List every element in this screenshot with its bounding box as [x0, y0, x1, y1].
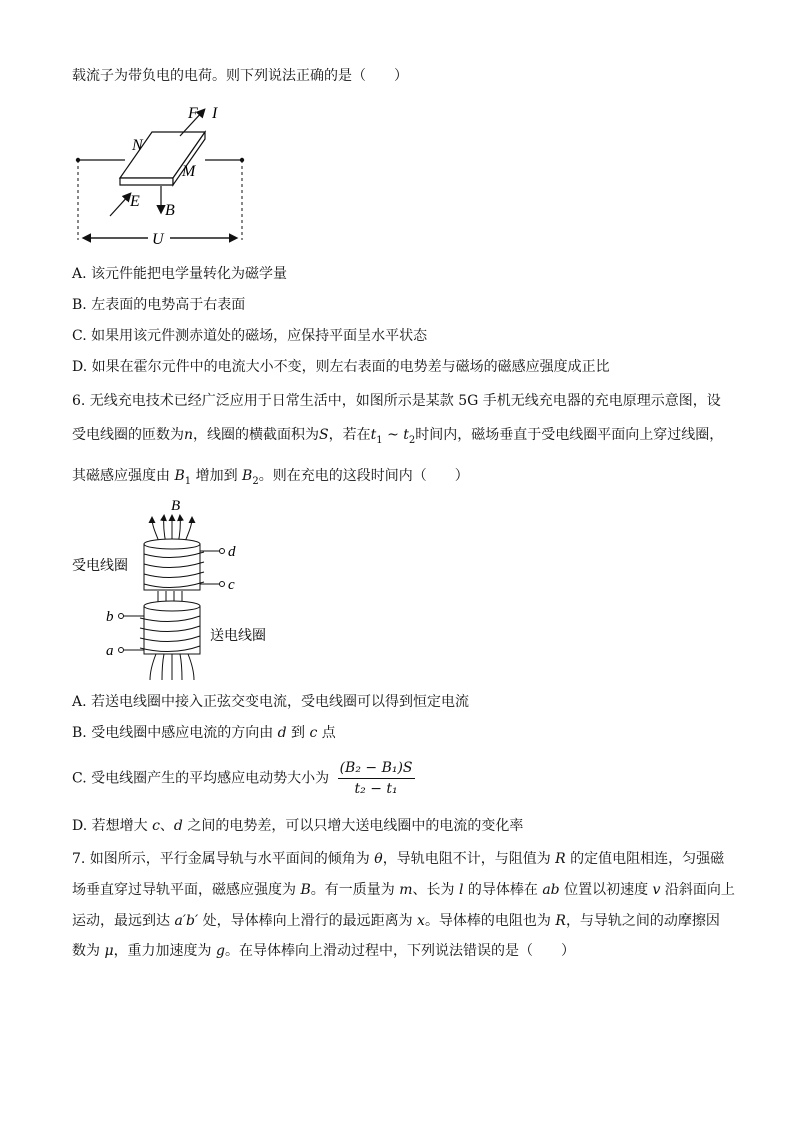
- q6-line2: 受电线圈的匝数为n，线圈的横截面积为S，若在$t_1$ ~ $t_2$时间内，磁场垂直于受电线圈平面向上穿过线圈，: [72, 427, 724, 446]
- label-E: E: [130, 193, 140, 210]
- label-B: B: [165, 202, 175, 219]
- label-d: d: [228, 544, 236, 560]
- label-U: U: [152, 231, 164, 248]
- terminal-a: [119, 648, 124, 653]
- q6-option-a: A. 若送电线圈中接入正弦交变电流，受电线圈可以得到恒定电流: [72, 694, 470, 710]
- label-M: M: [182, 163, 196, 180]
- terminal-b: [119, 614, 124, 619]
- q5-stem: 载流子为带负电的电荷。则下列说法正确的是（ ）: [72, 68, 408, 84]
- emf-fraction: $\frac{\text{(B₂ − B₁)S}}{\text{t₂ − t₁}}$: [339, 760, 413, 797]
- q5-option-c: C. 如果用该元件测赤道处的磁场，应保持平面呈水平状态: [72, 328, 428, 344]
- label-b: b: [106, 609, 114, 625]
- q5-option-b: B. 左表面的电势高于右表面: [72, 297, 246, 313]
- label-F: F: [188, 105, 198, 122]
- q7-line3: 运动，最远到达 a′b′ 处，导体棒向上滑行的最远距离为 x。导体棒的电阻也为 R，与导轨之间的动摩擦因: [72, 913, 720, 929]
- label-c: c: [228, 577, 235, 593]
- q7-line4: 数为 μ，重力加速度为 g。在导体棒向上滑动过程中，下列说法错误的是（ ）: [72, 943, 575, 959]
- q6-line1: 6. 无线充电技术已经广泛应用于日常生活中，如图所示是某款 5G 手机无线充电器的充电原理示意图，设: [72, 393, 721, 409]
- q5-option-d: D. 如果在霍尔元件中的电流大小不变，则左右表面的电势差与磁场的磁感应强度成正比: [72, 359, 610, 375]
- hall-slab-front: [120, 178, 173, 185]
- receive-coil-core: [144, 544, 200, 590]
- coil-figure: [68, 494, 298, 684]
- q6-option-d: D. 若想增大 c、d 之间的电势差，可以只增大送电线圈中的电流的变化率: [72, 818, 524, 834]
- q7-line1: 7. 如图所示，平行金属导轨与水平面间的倾角为 θ，导轨电阻不计，与阻值为 R 的定值电阻相连，匀强磁: [72, 851, 725, 867]
- label-receive-coil: 受电线圈: [72, 558, 128, 574]
- label-send-coil: 送电线圈: [210, 628, 266, 644]
- q5-option-a: A. 该元件能把电学量转化为磁学量: [72, 266, 288, 282]
- label-B-field: B: [171, 498, 181, 514]
- field-e-arrow: [110, 194, 130, 216]
- terminal-c: [220, 582, 225, 587]
- q6-line3: 其磁感应强度由 $B_1$ 增加到 $B_2$。则在充电的这段时间内（ ）: [72, 468, 469, 487]
- terminal-d: [220, 549, 225, 554]
- label-N: N: [132, 137, 143, 154]
- label-a: a: [106, 643, 114, 659]
- hall-element-figure: [70, 98, 260, 248]
- label-I: I: [212, 105, 218, 122]
- q7-line2: 场垂直穿过导轨平面，磁感应强度为 B。有一质量为 m、长为 l 的导体棒在 ab 位置以初速度 v 沿斜面向上: [72, 882, 735, 898]
- q6-option-c: C. 受电线圈产生的平均感应电动势大小为 $\frac{\text{(B₂ − B₁)S}}{\text{t₂ − t₁}}$: [72, 760, 413, 797]
- q6-option-b: B. 受电线圈中感应电流的方向由 d 到 c 点: [72, 725, 336, 741]
